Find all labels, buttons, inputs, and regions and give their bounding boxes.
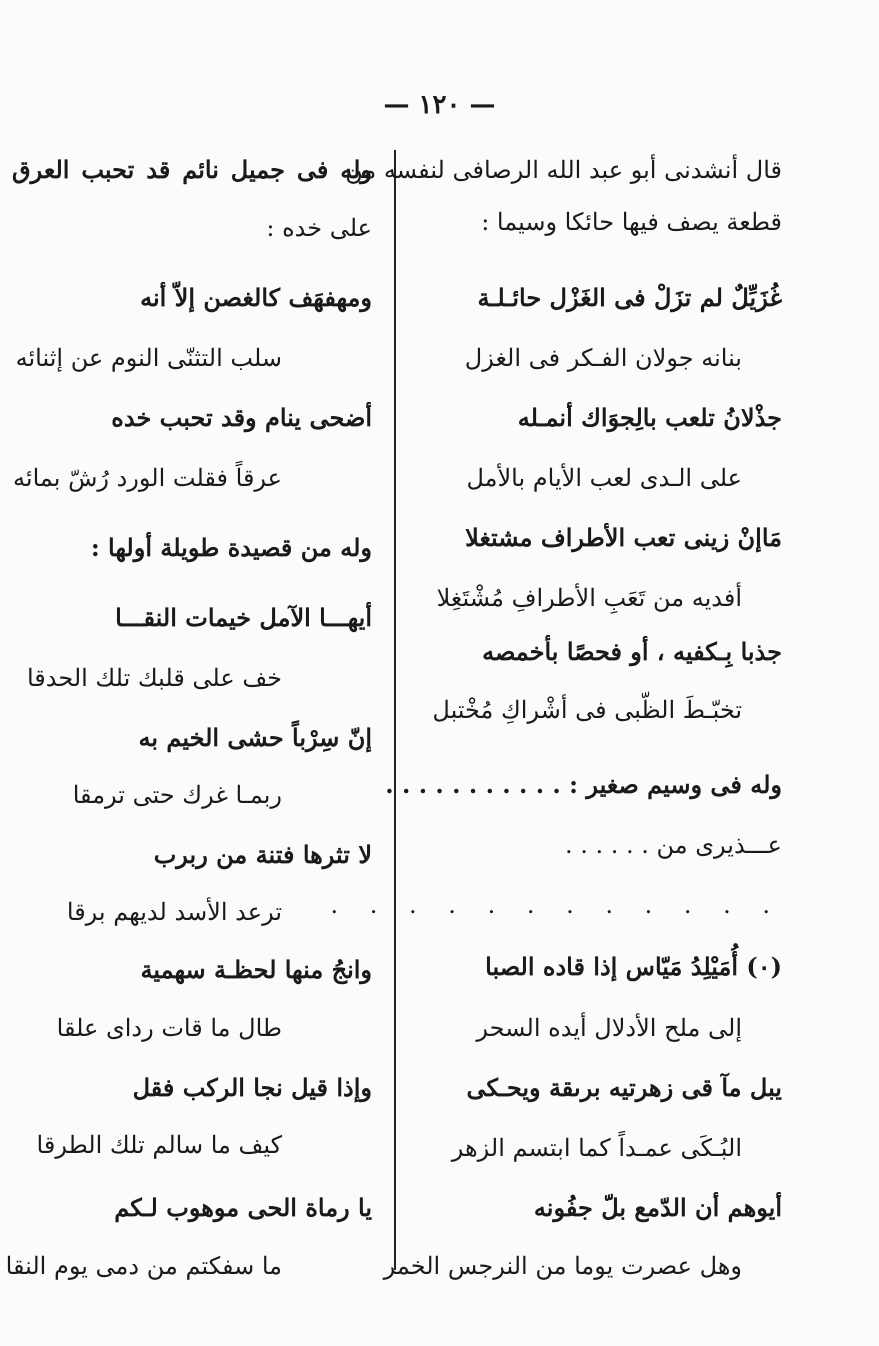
verse-line: ربمـا غرك حتى ترمقا <box>72 781 282 809</box>
verse-line: غُزَيِّلٌ لم تزَلْ فى الغَزْل حائـلـة <box>477 283 782 312</box>
verse-line: بنانه جولان الفـكر فى الغزل <box>464 344 742 372</box>
ellipsis-line: . . . . . . . . . . . . <box>330 891 782 919</box>
verse-line: يا رماة الحى موهوب لـكم <box>114 1193 372 1222</box>
text-line: وله فى وسيم صغير : . . . . . . . . . . . <box>385 770 782 799</box>
page-number: — ١٢٠ — <box>383 90 496 120</box>
verse-line: كيف ما سالم تلك الطرقا <box>36 1131 282 1159</box>
verse-line: أيوهم أن الدّمع بلّ جفُونه <box>533 1193 782 1222</box>
text-line: على خده : <box>266 214 372 242</box>
column-divider <box>394 150 396 1270</box>
verse-line: وإذا قيل نجا الركب فقل <box>132 1073 372 1102</box>
verse-line: إنّ سِرْباً حشى الخيم به <box>138 723 372 752</box>
verse-line: (٠) أُمَيْلِدُ مَيّاس إذا قاده الصبا <box>485 952 782 981</box>
verse-line: إلى ملح الأدلال أيده السحر <box>476 1014 742 1042</box>
verse-line: أفديه من تَعَبِ الأطرافِ مُشْتَغِلا <box>436 584 742 612</box>
verse-line: البُـكَى عمـداً كما ابتسم الزهر <box>451 1134 742 1162</box>
verse-line: مَاإنْ زينى تعب الأطراف مشتغلا <box>465 523 782 552</box>
verse-line: تخبّـطَ الظّبى فى أشْراكِ مُخْتبل <box>432 696 742 724</box>
verse-line: لا تثرها فتنة من ربرب <box>153 840 372 869</box>
verse-line: ترعد الأسد لديهم برقا <box>66 898 282 926</box>
verse-line: وانجُ منها لحظـة سهمية <box>140 955 372 984</box>
verse-line: على الـدى لعب الأيام بالأمل <box>466 464 742 492</box>
verse-line: ما سفكتم من دمى يوم النقا <box>5 1252 282 1280</box>
text-line: قال أنشدنى أبو عبد الله الرصافى لنفسه من <box>345 156 782 184</box>
text-line: وله فى جميل نائم قد تحبب العرق <box>12 155 372 184</box>
verse-line: أضحى ينام وقد تحبب خده <box>111 403 372 432</box>
verse-line: يبل مآ قى زهرتيه برىقة ويحـكى <box>466 1073 782 1102</box>
text-line: قطعة يصف فيها حائكا وسيما : <box>481 208 782 236</box>
verse-line: ومهفهَف كالغصن إلاّ أنه <box>140 283 372 312</box>
verse-line: وهل عصرت يوما من النرجس الخمر <box>383 1252 742 1280</box>
text-line: وله من قصيدة طويلة أولها : <box>90 533 372 562</box>
verse-line: جذبا بِـكفيه ، أو فحصًا بأخمصه <box>482 637 782 666</box>
verse-line: سلب التثنّى النوم عن إثنائه <box>15 344 282 372</box>
verse-line: طال ما قات رداى علقا <box>56 1014 282 1042</box>
verse-line: عرقاً فقلت الورد رُشّ بمائه <box>13 464 282 492</box>
verse-line: أيهـــا الآمل خيمات النقـــا <box>115 603 372 632</box>
verse-line: جذْلانُ تلعب بالِجوَاك أنمـله <box>517 403 782 432</box>
verse-line: خف على قلبك تلك الحدقا <box>26 664 282 692</box>
verse-line: عـــذيرى من . . . . . . <box>564 831 782 859</box>
